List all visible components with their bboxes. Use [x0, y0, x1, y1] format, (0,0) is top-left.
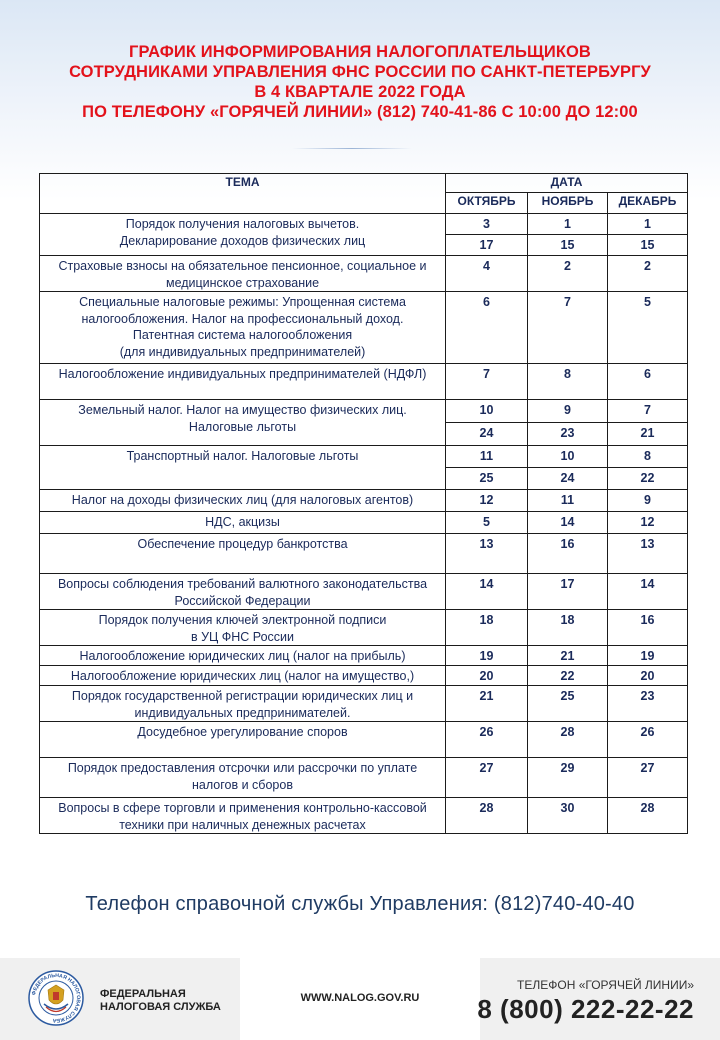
date-cell: 14 — [608, 574, 688, 610]
topic-cell — [40, 758, 446, 798]
topic-line: Порядок предоставления отсрочки или рассрочки по уплате — [67, 761, 418, 775]
date-cell: 24 — [446, 423, 528, 446]
date-cell: 28 — [446, 798, 528, 834]
table-row — [40, 686, 688, 722]
date-cell: 19 — [608, 646, 688, 666]
date-cell: 30 — [528, 798, 608, 834]
date-cell: 22 — [528, 666, 608, 686]
topic-line: НДС, акцизы — [205, 515, 280, 529]
date-cell: 25 — [446, 468, 528, 490]
topic-line: Страховые взносы на обязательное пенсионное, социальное и — [58, 259, 427, 273]
header-line-3: В 4 КВАРТАЛЕ 2022 ГОДА — [254, 83, 466, 101]
table-row — [40, 490, 688, 512]
date-cell: 18 — [528, 610, 608, 646]
hotline-label: ТЕЛЕФОН «ГОРЯЧЕЙ ЛИНИИ» — [517, 978, 694, 992]
topic-line: Налоговые льготы — [188, 419, 297, 434]
page-header — [0, 42, 720, 122]
topic-line: Специальные налоговые режимы: Упрощенная система — [79, 295, 406, 309]
website-link[interactable]: WWW.NALOG.GOV.RU — [300, 992, 420, 1004]
topic-cell — [40, 446, 446, 490]
topic-cell — [40, 666, 446, 686]
date-cell: 21 — [608, 423, 688, 446]
table-row — [40, 400, 688, 423]
topic-line: Вопросы соблюдения требований валютного законодательства — [57, 577, 428, 591]
topic-column-header: ТЕМА — [40, 174, 446, 214]
topic-cell — [40, 364, 446, 400]
date-cell: 20 — [446, 666, 528, 686]
date-cell: 1 — [528, 214, 608, 235]
date-cell: 23 — [608, 686, 688, 722]
org-name — [100, 988, 221, 1014]
topic-line: Порядок получения ключей электронной подписи — [98, 613, 387, 627]
emblem-ring-text: ФЕДЕРАЛЬНАЯ НАЛОГОВАЯ СЛУЖБА — [31, 972, 82, 1024]
table-row — [40, 646, 688, 666]
date-cell: 26 — [608, 722, 688, 758]
date-cell: 7 — [446, 364, 528, 400]
topic-line: индивидуальных предпринимателей. — [134, 705, 351, 720]
topic-cell — [40, 292, 446, 364]
date-cell: 15 — [608, 235, 688, 256]
topic-line: медицинское страхование — [165, 275, 320, 290]
date-cell: 13 — [446, 534, 528, 574]
date-cell: 25 — [528, 686, 608, 722]
date-cell: 2 — [608, 256, 688, 292]
topic-line: Налогообложение юридических лиц (налог на имущество,) — [70, 669, 415, 683]
topic-line: налогообложения. Налог на профессиональный доход. — [81, 311, 404, 326]
topic-line: Обеспечение процедур банкротства — [137, 537, 348, 551]
date-cell: 21 — [528, 646, 608, 666]
date-cell: 28 — [528, 722, 608, 758]
table-row — [40, 758, 688, 798]
date-cell: 11 — [528, 490, 608, 512]
date-cell: 14 — [446, 574, 528, 610]
date-cell: 9 — [608, 490, 688, 512]
date-cell: 5 — [446, 512, 528, 534]
topic-cell — [40, 400, 446, 446]
date-cell: 9 — [528, 400, 608, 423]
hotline-number: 8 (800) 222-22-22 — [477, 994, 694, 1024]
topic-line: Налогообложение индивидуальных предпринимателей (НДФЛ) — [58, 367, 427, 381]
topic-cell — [40, 490, 446, 512]
schedule-table — [39, 173, 688, 834]
date-cell: 5 — [608, 292, 688, 364]
topic-cell — [40, 512, 446, 534]
date-cell: 22 — [608, 468, 688, 490]
date-cell: 27 — [608, 758, 688, 798]
topic-cell — [40, 574, 446, 610]
table-row — [40, 574, 688, 610]
topic-line: Транспортный налог. Налоговые льготы — [126, 449, 359, 463]
topic-line: Земельный налог. Налог на имущество физических лиц. — [78, 403, 407, 417]
table-row — [40, 610, 688, 646]
topic-line: Российской Федерации — [174, 593, 311, 608]
topic-line: Налогообложение юридических лиц (налог на прибыль) — [79, 649, 406, 663]
topic-cell — [40, 534, 446, 574]
date-cell: 19 — [446, 646, 528, 666]
date-cell: 26 — [446, 722, 528, 758]
header-line-1: ГРАФИК ИНФОРМИРОВАНИЯ НАЛОГОПЛАТЕЛЬЩИКОВ — [129, 43, 591, 61]
table-row — [40, 364, 688, 400]
date-cell: 28 — [608, 798, 688, 834]
date-cell: 15 — [528, 235, 608, 256]
date-cell: 8 — [608, 446, 688, 468]
header-line-2: СОТРУДНИКАМИ УПРАВЛЕНИЯ ФНС РОССИИ ПО САНКТ-ПЕТЕРБУРГУ — [69, 63, 651, 81]
table-row — [40, 534, 688, 574]
date-cell: 2 — [528, 256, 608, 292]
date-cell: 20 — [608, 666, 688, 686]
topic-cell — [40, 722, 446, 758]
schedule-body — [40, 214, 688, 834]
topic-line: Вопросы в сфере торговли и применения контрольно-кассовой — [58, 801, 427, 815]
date-cell: 27 — [446, 758, 528, 798]
table-row — [40, 446, 688, 468]
topic-line: Порядок государственной регистрации юридических лиц и — [71, 689, 414, 703]
date-cell: 16 — [528, 534, 608, 574]
topic-cell — [40, 798, 446, 834]
date-cell: 24 — [528, 468, 608, 490]
date-cell: 10 — [528, 446, 608, 468]
table-row — [40, 512, 688, 534]
date-column-header: ДАТА — [446, 174, 688, 193]
header-divider — [292, 148, 412, 149]
topic-cell — [40, 610, 446, 646]
topic-line: (для индивидуальных предпринимателей) — [119, 344, 366, 359]
date-cell: 17 — [446, 235, 528, 256]
date-cell: 16 — [608, 610, 688, 646]
topic-line: Патентная система налогообложения — [132, 328, 353, 342]
date-cell: 11 — [446, 446, 528, 468]
date-cell: 17 — [528, 574, 608, 610]
date-cell: 14 — [528, 512, 608, 534]
topic-cell — [40, 256, 446, 292]
date-cell: 23 — [528, 423, 608, 446]
table-row — [40, 722, 688, 758]
date-cell: 12 — [608, 512, 688, 534]
date-cell: 1 — [608, 214, 688, 235]
date-cell: 8 — [528, 364, 608, 400]
date-cell: 3 — [446, 214, 528, 235]
table-row — [40, 292, 688, 364]
date-cell: 4 — [446, 256, 528, 292]
topic-line: Налог на доходы физических лиц (для налоговых агентов) — [71, 493, 414, 507]
date-cell: 29 — [528, 758, 608, 798]
date-cell: 13 — [608, 534, 688, 574]
topic-line: Порядок получения налоговых вычетов. — [125, 217, 360, 231]
date-cell: 7 — [608, 400, 688, 423]
date-cell: 7 — [528, 292, 608, 364]
date-cell: 10 — [446, 400, 528, 423]
topic-cell — [40, 646, 446, 666]
table-row — [40, 798, 688, 834]
topic-cell — [40, 214, 446, 256]
date-cell: 21 — [446, 686, 528, 722]
topic-line: в УЦ ФНС России — [190, 629, 294, 644]
reference-phone: Телефон справочной службы Управления: (812)740-40-40 — [85, 893, 635, 915]
fns-emblem-icon — [28, 970, 84, 1026]
topic-line: Досудебное урегулирование споров — [137, 725, 348, 739]
topic-line: налогов и сборов — [192, 777, 293, 792]
month-header-november: НОЯБРЬ — [528, 193, 608, 214]
date-cell: 12 — [446, 490, 528, 512]
date-cell: 18 — [446, 610, 528, 646]
header-line-4: ПО ТЕЛЕФОНУ «ГОРЯЧЕЙ ЛИНИИ» (812) 740-41-86 С 10:00 ДО 12:00 — [82, 103, 638, 121]
table-row — [40, 256, 688, 292]
org-name-line-2: НАЛОГОВАЯ СЛУЖБА — [100, 1001, 221, 1013]
month-header-december: ДЕКАБРЬ — [608, 193, 688, 214]
month-header-october: ОКТЯБРЬ — [446, 193, 528, 214]
topic-line: Декларирование доходов физических лиц — [119, 233, 366, 248]
org-name-line-1: ФЕДЕРАЛЬНАЯ — [100, 988, 186, 1000]
table-row — [40, 214, 688, 235]
topic-cell — [40, 686, 446, 722]
date-cell: 6 — [446, 292, 528, 364]
table-row — [40, 666, 688, 686]
date-cell: 6 — [608, 364, 688, 400]
topic-line: техники при наличных денежных расчетах — [119, 817, 366, 832]
